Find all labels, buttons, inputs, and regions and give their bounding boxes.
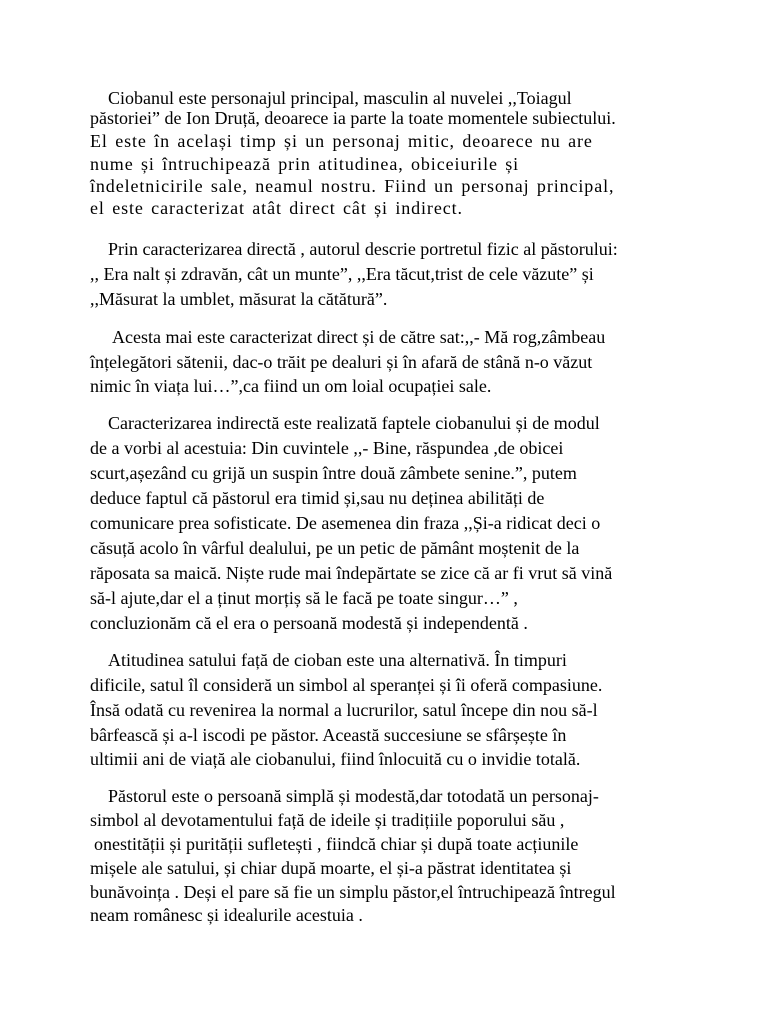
paragraph-line: păstoriei” de Ion Druță, deoarece ia parte la toate momentele subiectului. bbox=[90, 108, 616, 128]
paragraph-line: ultimii ani de viață ale ciobanului, fiind înlocuită cu o invidie totală. bbox=[90, 749, 581, 769]
paragraph-line: el este caracterizat atât direct cât și indirect. bbox=[90, 198, 463, 218]
paragraph-line: Însă odată cu revenirea la normal a lucrurilor, satul începe din nou să-l bbox=[90, 700, 598, 720]
paragraph-line: Păstorul este o persoană simplă și modestă,dar totodată un personaj- bbox=[108, 786, 599, 806]
paragraph-line: deduce faptul că păstorul era timid și,sau nu deținea abilități de bbox=[90, 488, 545, 508]
paragraph-line: Prin caracterizarea directă , autorul descrie portretul fizic al păstorului: bbox=[108, 239, 618, 259]
paragraph-line: nume și întruchipează prin atitudinea, obiceiurile și bbox=[90, 154, 520, 174]
paragraph-line: răposata sa maică. Niște rude mai îndepărtate se zice că ar fi vrut să vină bbox=[90, 563, 613, 583]
paragraph-line: El este în același timp și un personaj mitic, deoarece nu are bbox=[90, 131, 593, 151]
paragraph-line: simbol al devotamentului față de ideile și tradițiile poporului său , bbox=[90, 810, 565, 830]
paragraph-line: de a vorbi al acestuia: Din cuvintele ,,- Bine, răspundea ,de obicei bbox=[90, 438, 564, 458]
paragraph-line: ,, Era nalt și zdravăn, cât un munte”, ,,Era tăcut,trist de cele văzute” și bbox=[90, 264, 594, 284]
paragraph-line: Acesta mai este caracterizat direct și de către sat:,,- Mă rog,zâmbeau bbox=[112, 327, 606, 347]
paragraph-line: înțelegători sătenii, dac-o trăit pe dealuri și în afară de stână n-o văzut bbox=[90, 352, 593, 372]
paragraph-line: mișele ale satului, și chiar după moarte, el și-a păstrat identitatea și bbox=[90, 858, 572, 878]
paragraph-line: neam românesc și idealurile acestuia . bbox=[90, 905, 363, 925]
paragraph-line: concluzionăm că el era o persoană modestă și independentă . bbox=[90, 613, 528, 633]
paragraph-line: bârfească și a-l iscodi pe păstor. Această succesiune se sfârșește în bbox=[90, 725, 567, 745]
paragraph-line: comunicare prea sofisticate. De asemenea din fraza ,,Și-a ridicat deci o bbox=[90, 513, 601, 533]
paragraph-line: onestității și purității sufletești , fiindcă chiar și după toate acțiunile bbox=[94, 834, 579, 854]
paragraph-line: dificile, satul îl consideră un simbol al speranței și îi oferă compasiune. bbox=[90, 675, 603, 695]
paragraph-line: Atitudinea satului față de cioban este una alternativă. În timpuri bbox=[108, 650, 567, 670]
paragraph-line: Ciobanul este personajul principal, masculin al nuvelei ,,Toiagul bbox=[108, 88, 572, 108]
paragraph-line: bunăvoința . Deși el pare să fie un simplu păstor,el întruchipează întregul bbox=[90, 882, 616, 902]
paragraph-line: să-l ajute,dar el a ținut morțiș să le facă pe toate singur…” , bbox=[90, 588, 518, 608]
paragraph-line: nimic în viața lui…”,ca fiind un om loial ocupației sale. bbox=[90, 376, 492, 396]
paragraph-line: îndeletnicirile sale, neamul nostru. Fiind un personaj principal, bbox=[90, 176, 615, 196]
paragraph-line: ,,Măsurat la umblet, măsurat la cătătură”. bbox=[90, 289, 388, 309]
paragraph-line: scurt,așezând cu grijă un suspin între două zâmbete senine.”, putem bbox=[90, 463, 577, 483]
paragraph-line: Caracterizarea indirectă este realizată faptele ciobanului și de modul bbox=[108, 413, 600, 433]
paragraph-line: căsuță acolo în vârful dealului, pe un petic de pământ moștenit de la bbox=[90, 538, 580, 558]
